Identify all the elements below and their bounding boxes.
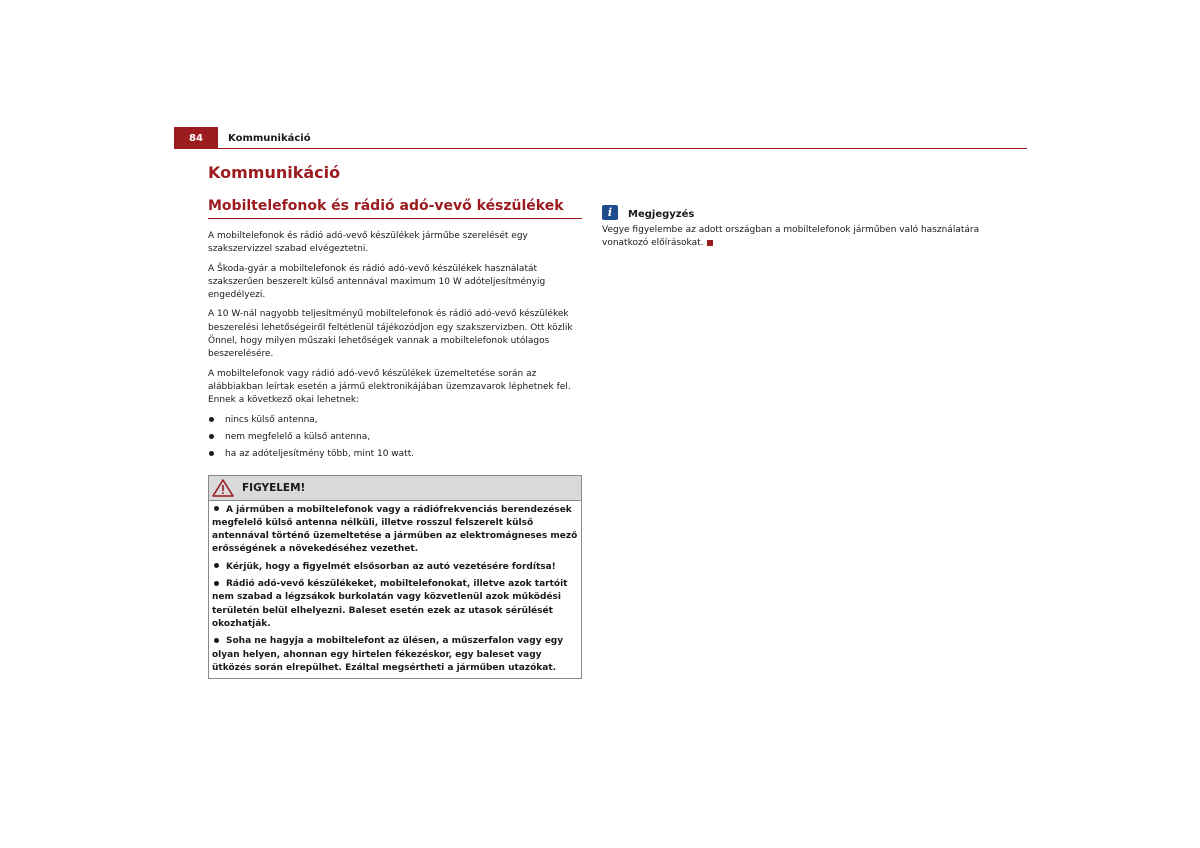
section-title: Mobiltelefonok és rádió adó-vevő készülékek [208, 198, 582, 219]
paragraph: A Škoda-gyár a mobiltelefonok és rádió adó-vevő készülékek használatát szakszerűen beszerelt külső antennával maximum 10 W adóteljesítményig engedélyezi. [208, 263, 546, 301]
note-header [602, 204, 982, 220]
list-item-text: nincs külső antenna, [225, 414, 318, 425]
paragraph: A mobiltelefonok vagy rádió adó-vevő készülékek üzemeltetése során az alábbiakban leírtak esetén a jármű elektronikájában üzemzavarok léphetnek fel. Ennek a következő okai lehetnek: [208, 368, 571, 406]
list-item-text: ha az adóteljesítmény több, mint 10 watt. [225, 448, 415, 459]
warning-title: FIGYELEM! [242, 481, 306, 494]
list-item-text: nem megfelelő a külső antenna, [225, 431, 371, 442]
warning-item [212, 578, 578, 631]
right-column [602, 204, 982, 251]
running-title: Kommunikáció [228, 133, 311, 144]
list-item [208, 431, 582, 444]
chapter-title: Kommunikáció [208, 163, 341, 182]
bullet-icon [209, 451, 214, 456]
bullet-icon [214, 581, 219, 586]
bullet-icon [214, 506, 219, 511]
note-text-body: Vegye figyelembe az adott országban a mobiltelefonok járműben való használatára vonatkozó előírásokat. [602, 225, 980, 249]
warning-item-text: Soha ne hagyja a mobiltelefont az ülésen, a műszerfalon vagy egy olyan helyen, ahonnan egy hirtelen fékezéskor, egy baleset vagy ütközés során elrepülhet. Ezáltal megsértheti a járműben utazókat. [212, 636, 564, 673]
page-number: 84 [174, 127, 218, 149]
warning-item-text: Rádió adó-vevő készülékeket, mobiltelefonokat, illetve azok tartóit nem szabad a légzsákok burkolatán vagy közvetlenül azok működési területén belül elhelyezni. Baleset esetén ezek az utasok sérülését okozhatják. [212, 579, 568, 629]
warning-header [209, 476, 581, 501]
end-marker-icon [707, 240, 713, 246]
warning-item [212, 504, 578, 557]
note-text [602, 224, 982, 251]
warning-triangle-icon [212, 479, 234, 497]
cause-list [208, 414, 582, 461]
info-icon: i [602, 205, 618, 220]
bullet-icon [209, 417, 214, 422]
header-rule [174, 148, 1027, 149]
paragraph: A mobiltelefonok és rádió adó-vevő készülékek járműbe szerelését egy szakszervizzel szabad elvégeztetni. [208, 231, 528, 255]
warning-item [212, 561, 578, 574]
list-item [208, 448, 582, 461]
left-column [208, 198, 582, 679]
bullet-icon [209, 434, 214, 439]
list-item [208, 414, 582, 427]
bullet-icon [214, 638, 219, 643]
note-title: Megjegyzés [628, 209, 695, 220]
paragraph: A 10 W-nál nagyobb teljesítményű mobiltelefonok és rádió adó-vevő készülékek beszerelési lehetőségeiről feltétlenül tájékozódjon egy szakszervizben. Ott közlik Önnel, hogy milyen műszaki lehetőségek vannak a mobiltelefonok utólagos beszerelésére. [208, 309, 573, 360]
warning-item-text: A járműben a mobiltelefonok vagy a rádiófrekvenciás berendezések megfelelő külső antenna nélküli, illetve rosszul felszerelt külső antennával történő üzemeltetése a járműben az elektromágneses mező erősségének a növekedéséhez vezethet. [212, 504, 578, 555]
warning-item-text: Kérjük, hogy a figyelmét elsősorban az autó vezetésére fordítsa! [226, 561, 556, 572]
warning-body [209, 501, 581, 679]
warning-box [208, 475, 582, 680]
warning-item [212, 635, 578, 675]
bullet-icon [214, 563, 219, 568]
